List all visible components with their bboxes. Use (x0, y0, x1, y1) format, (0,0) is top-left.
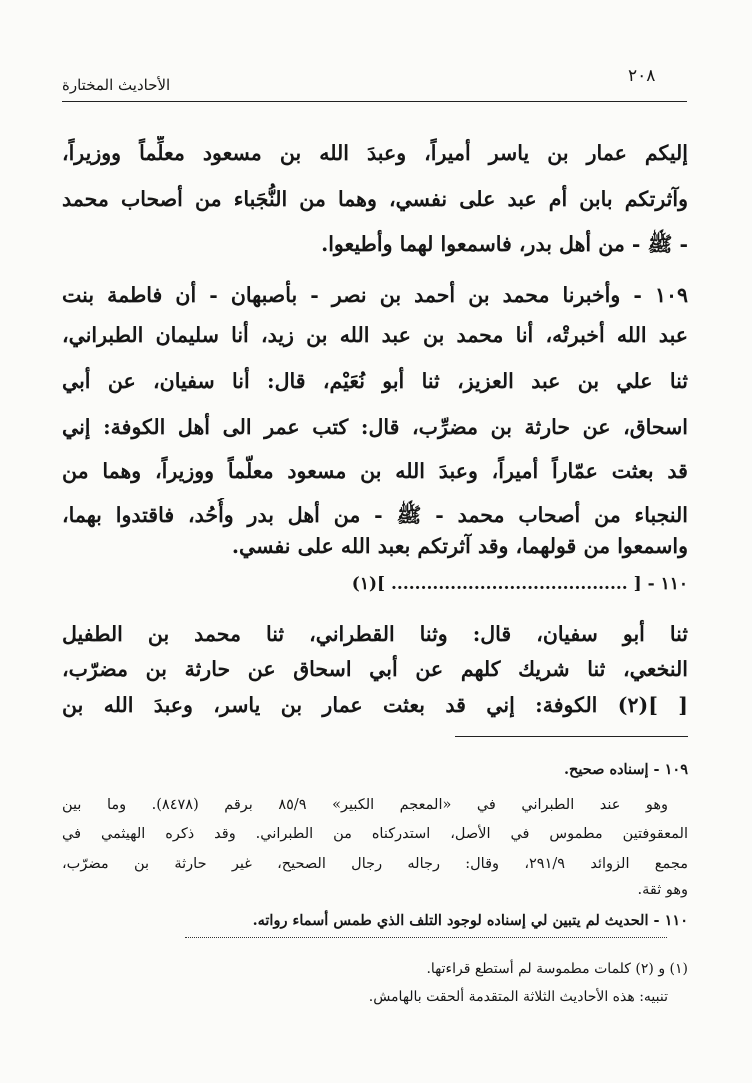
hadith-110-line: ١١٠ - [ ........................................ ](١) (351, 574, 688, 594)
header-rule (62, 101, 687, 102)
hadith-109-line: ١٠٩ - وأخبرنا محمد بن أحمد بن نصر - بأصبهان - أن فاطمة بنت (62, 283, 688, 307)
body-line: وآثرتكم بابن أم عبد على نفسي، وهما من النُّجَباء من أصحاب محمد (62, 187, 688, 211)
note-margin-addition: تنبيه: هذه الأحاديث الثلاثة المتقدمة ألحقت بالهامش. (368, 989, 668, 1005)
body-line: [ ](٢) الكوفة: إني قد بعثت عمار بن ياسر، وعبدَ الله بن (62, 693, 688, 717)
body-line: قد بعثت عمّاراً أميراً، وعبدَ الله بن مسعود معلّماً ووزيراً، وهما من (62, 459, 688, 483)
footnote-109-title: ١٠٩ - إسناده صحيح. (563, 761, 688, 778)
body-line: اسحاق، عن حارثة بن مضرِّب، قال: كتب عمر الى أهل الكوفة: إني (62, 415, 688, 439)
page-number: ٢٠٨ (628, 66, 656, 86)
footnote-separator (455, 736, 688, 737)
body-line: ثنا أبو سفيان، قال: وثنا القطراني، ثنا محمد بن الطفيل (62, 622, 688, 646)
footnote-line: وهو ثقة. (637, 882, 688, 898)
body-line: النجباء من أصحاب محمد - ﷺ - من أهل بدر وأُحُد، فاقتدوا بهما، (62, 503, 688, 527)
running-header-title: الأحاديث المختارة (62, 76, 171, 94)
body-line: النخعي، ثنا شريك كلهم عن أبي اسحاق عن حارثة بن مضرّب، (62, 657, 688, 681)
footnote-line: المعقوفتين مطموس في الأصل، استدركناه من الطبراني. وقد ذكره الهيثمي في (62, 826, 688, 842)
body-line: واسمعوا من قولهما، وقد آثرتكم بعبد الله على نفسي. (231, 534, 688, 558)
body-line: ثنا علي بن عبد العزيز، ثنا أبو نُعَيْم، قال: أنا سفيان، عن أبي (62, 369, 688, 393)
body-line: عبد الله أخبرتْه، أنا محمد بن عبد الله بن زيد، أنا سليمان الطبراني، (62, 323, 688, 347)
footnote-110: ١١٠ - الحديث لم يتبين لي إسناده لوجود التلف الذي طمس أسماء رواته. (252, 912, 688, 929)
note-obliterated-words: (١) و (٢) كلمات مطموسة لم أستطع قراءتها. (426, 961, 688, 977)
footnote-line: مجمع الزوائد ٢٩١/٩، وقال: رجاله رجال الصحيح، غير حارثة بن مضرّب، (62, 856, 688, 872)
body-line: إليكم عمار بن ياسر أميراً، وعبدَ الله بن مسعود معلِّماً ووزيراً، (62, 141, 688, 165)
body-line: - ﷺ - من أهل بدر، فاسمعوا لهما وأطيعوا. (321, 232, 688, 256)
footnote-line: وهو عند الطبراني في «المعجم الكبير» ٨٥/٩ برقم (٨٤٧٨). وما بين (62, 797, 668, 813)
footnote-dotted-rule (185, 937, 667, 938)
